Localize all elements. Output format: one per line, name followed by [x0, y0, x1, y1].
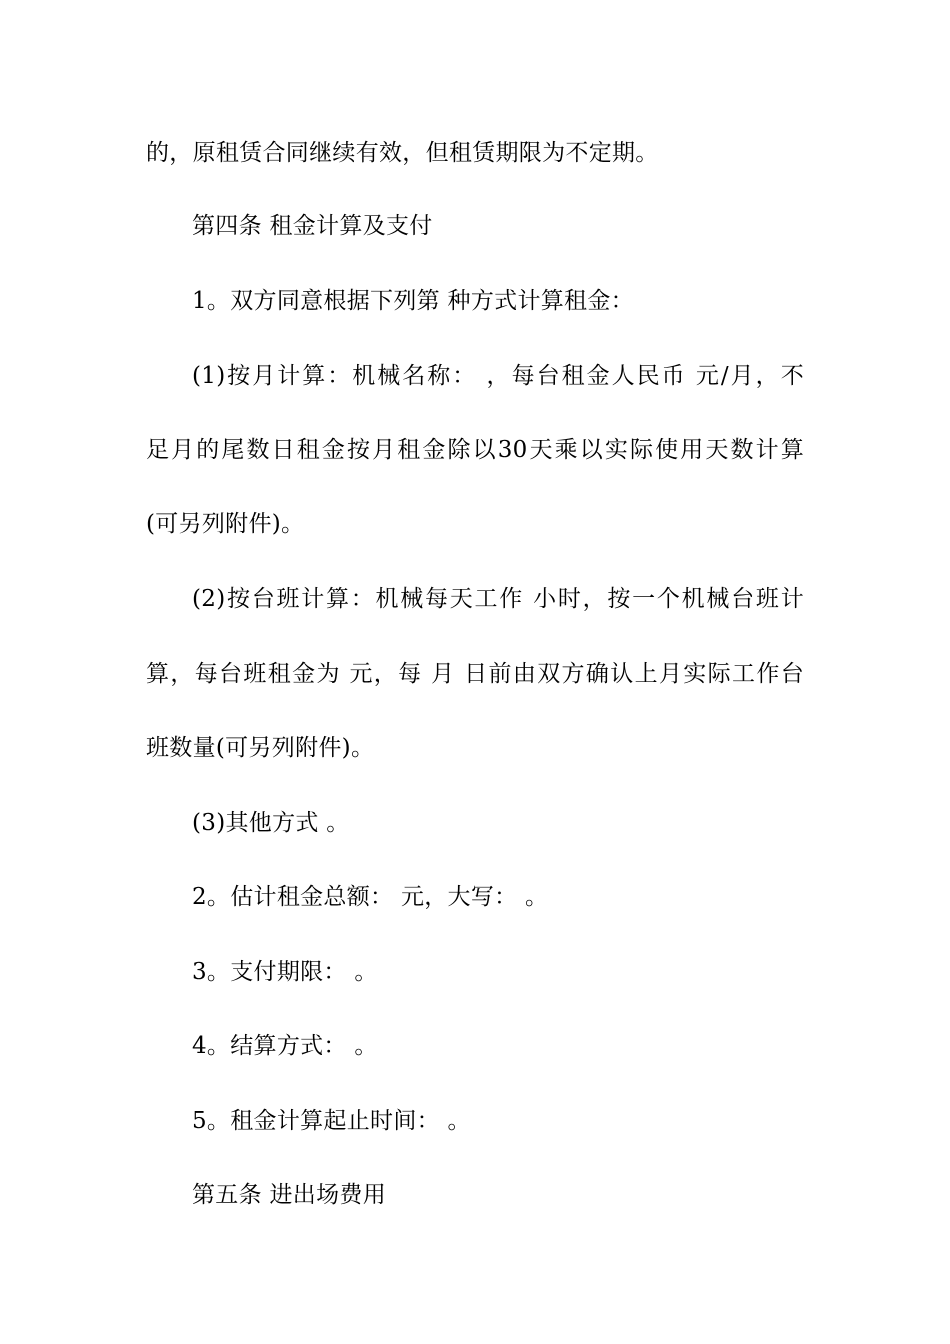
section-heading: 第五条 进出场费用: [192, 1182, 387, 1208]
paragraph-line: (2)按台班计算：机械每天工作 小时，按一个机械台班计: [192, 586, 804, 612]
paragraph-line: 足月的尾数日租金按月租金除以30天乘以实际使用天数计算: [146, 437, 804, 463]
section-heading: 第四条 租金计算及支付: [192, 213, 433, 239]
paragraph-line: (3)其他方式 。: [192, 810, 350, 836]
paragraph-line: 1。双方同意根据下列第 种方式计算租金：: [192, 288, 634, 314]
paragraph-line: 班数量(可另列附件)。: [146, 735, 375, 761]
paragraph-line: 的，原租赁合同继续有效，但租赁期限为不定期。: [146, 140, 659, 166]
paragraph-line: 3。支付期限： 。: [192, 959, 378, 985]
paragraph-line: 5。租金计算起止时间： 。: [192, 1108, 471, 1134]
paragraph-line: (1)按月计算：机械名称： ，每台租金人民币 元/月，不: [192, 363, 804, 389]
paragraph-line: (可另列附件)。: [146, 511, 305, 537]
paragraph-line: 4。结算方式： 。: [192, 1033, 378, 1059]
paragraph-line: 2。估计租金总额： 元，大写： 。: [192, 884, 549, 910]
paragraph-line: 算，每台班租金为 元，每 月 日前由双方确认上月实际工作台: [146, 661, 804, 687]
